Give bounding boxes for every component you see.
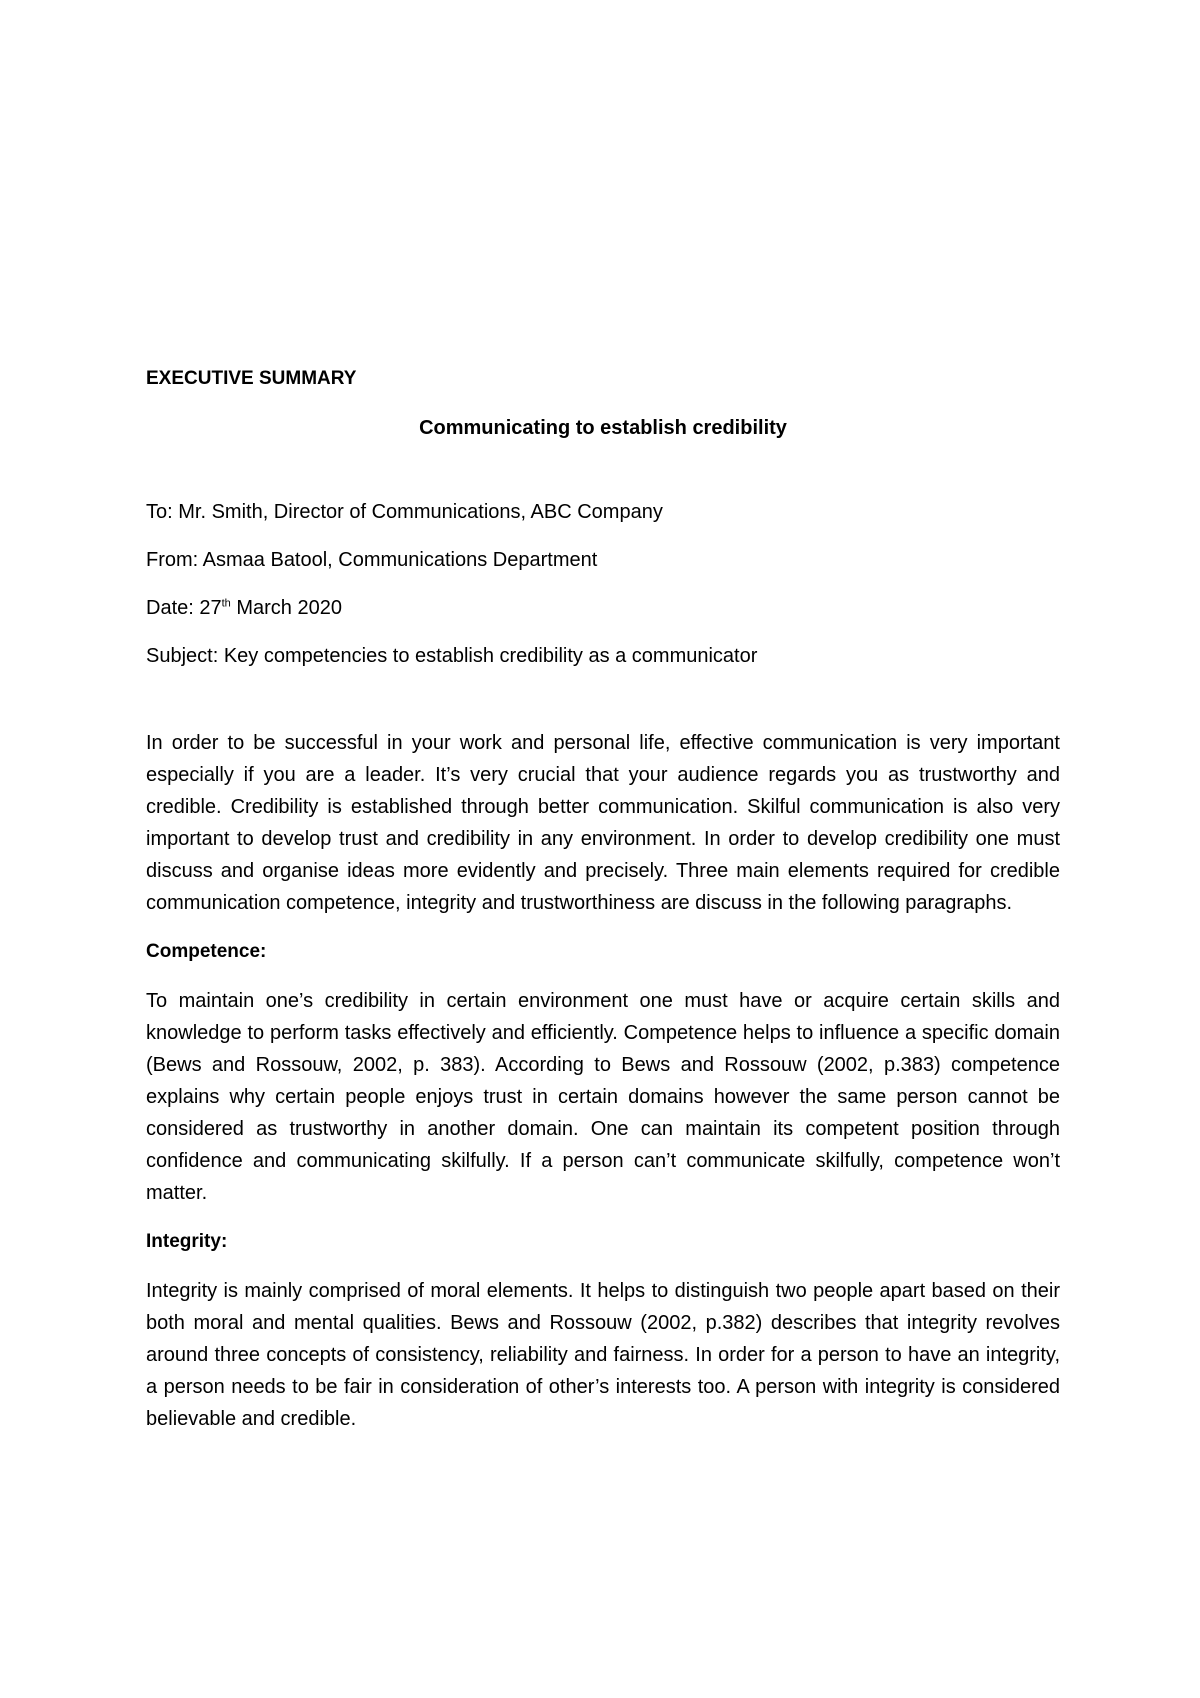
memo-date-prefix: Date: 27 — [146, 597, 222, 619]
section-heading-integrity: Integrity: — [146, 1231, 228, 1252]
memo-date-ordinal: th — [221, 597, 231, 610]
document-label: EXECUTIVE SUMMARY — [146, 368, 357, 389]
document-title: Communicating to establish credibility — [419, 417, 787, 439]
intro-paragraph: In order to be successful in your work and personal life, effective communication is very important especially if you are a leader. It’s very crucial that your audience regards you as trustworthy and credible. Credibility is established through better communication. Skilful communication is also very important to develop trust and credibility in any environment. In order to develop credibility one must discuss and organise ideas more evidently and precisely. Three main elements required for credible communication competence, integrity and trustworthiness are discuss in the following paragraphs. — [146, 732, 1060, 914]
section-body-competence: To maintain one’s credibility in certain environment one must have or acquire certain skills and knowledge to perform tasks effectively and efficiently. Competence helps to influence a specific domain (Bews and Rossouw, 2002, p. 383). According to Bews and Rossouw (2002, p.383) competence explains why certain people enjoys trust in certain domains however the same person cannot be considered as trustworthy in another domain. One can maintain its competent position through confidence and communicating skilfully. If a person can’t communicate skilfully, competence won’t matter. — [146, 990, 1060, 1204]
section-body-integrity: Integrity is mainly comprised of moral elements. It helps to distinguish two people apart based on their both moral and mental qualities. Bews and Rossouw (2002, p.382) describes that integrity revolves around three concepts of consistency, reliability and fairness. In order for a person to have an integrity, a person needs to be fair in consideration of other’s interests too. A person with integrity is considered believable and credible. — [146, 1280, 1060, 1430]
memo-subject: Subject: Key competencies to establish credibility as a communicator — [146, 645, 758, 667]
document-content — [146, 366, 1060, 1455]
memo-from: From: Asmaa Batool, Communications Department — [146, 549, 598, 571]
section-heading-competence: Competence: — [146, 941, 267, 962]
memo-date — [146, 595, 1060, 621]
memo-to: To: Mr. Smith, Director of Communications, ABC Company — [146, 501, 663, 523]
memo-date-rest: March 2020 — [230, 597, 342, 619]
